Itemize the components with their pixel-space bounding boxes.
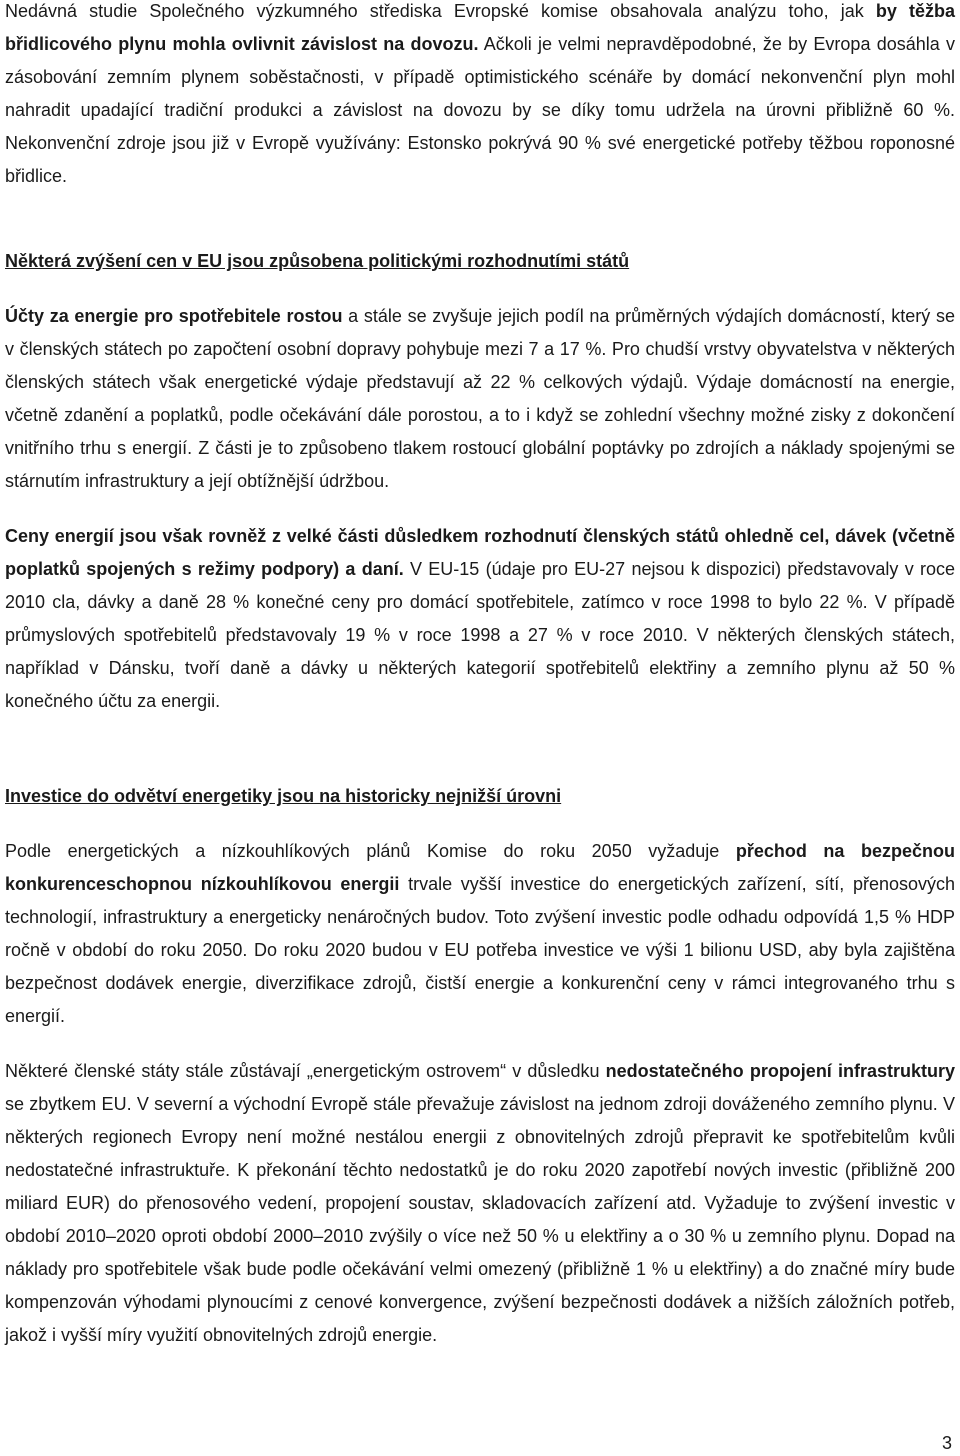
paragraph-energy-islands (5, 1055, 955, 1352)
page-number: 3 (941, 1433, 952, 1453)
plans-text-1: Podle energetických a nízkouhlíkových plánů Komise do roku 2050 vyžaduje (5, 841, 736, 861)
intro-bold-1: by těžba břidlicového plynu mohla ovlivnit závislost na dovozu. (5, 1, 955, 54)
intro-text-2: Ačkoli je velmi nepravděpodobné, že by Evropa dosáhla v zásobování zemním plynem soběstačnosti, v případě optimistického scénáře by domácí nekonvenční plyn mohl nahradit upadající tradiční produkci a závislost na dovozu by se díky tomu udržela na úrovni přibližně 60 %. Nekonvenční zdroje jsou již v Evropě využívány: Estonsko pokrývá 90 % své energetické potřeby těžbou roponosné břidlice. (5, 34, 955, 186)
paragraph-energy-bills (5, 300, 955, 498)
intro-paragraph (5, 0, 955, 193)
taxes-text: V EU-15 (údaje pro EU-27 nejsou k dispozici) představovaly v roce 2010 cla, dávky a daně 28 % konečné ceny pro domácí spotřebitele, zatímco v roce 1998 to bylo 22 %. V případě průmyslových spotřebitelů představovaly 19 % v roce 1998 a 27 % v roce 2010. V některých členských státech, například v Dánsku, tvoří daně a dávky u některých kategorií spotřebitelů elektřiny a zemního plynu až 50 % konečného účtu za energii. (5, 559, 955, 711)
plans-text-2: trvale vyšší investice do energetických zařízení, sítí, přenosových technologií, infrastruktury a energeticky nenáročných budov. Toto zvýšení investic podle odhadu odpovídá 1,5 % HDP ročně v období do roku 2050. Do roku 2020 budou v EU potřeba investice ve výši 1 bilionu USD, aby byla zajištěna bezpečnost dodávek energie, diverzifikace zdrojů, čistší energie a konkurenční ceny v rámci integrovaného trhu s energií. (5, 874, 955, 1026)
document-page (5, 0, 955, 1352)
plans-bold: přechod na bezpečnou konkurenceschopnou nízkouhlíkovou energii (5, 841, 955, 894)
islands-text-1: Některé členské státy stále zůstávají „energetickým ostrovem“ v důsledku (5, 1061, 606, 1081)
section-heading-investment: Investice do odvětví energetiky jsou na historicky nejnižší úrovni (5, 786, 562, 806)
islands-bold: nedostatečného propojení infrastruktury (605, 1061, 955, 1081)
taxes-bold: Ceny energií jsou však rovněž z velké části důsledkem rozhodnutí členských států ohledně cel, dávek (včetně poplatků spojených s režimy podpory) a daní. (5, 526, 955, 579)
bills-text: a stále se zvyšuje jejich podíl na průměrných výdajích domácností, který se v členských státech po započtení osobní dopravy pohybuje mezi 7 a 17 %. Pro chudší vrstvy obyvatelstva v některých členských státech však energetické výdaje představují až 22 % celkových výdajů. Výdaje domácností na energie, včetně zdanění a poplatků, podle očekávání dále porostou, a to i když se zohlední všechny možné zisky z dokončení vnitřního trhu s energií. Z části je to způsobeno tlakem rostoucí globální poptávky po zdrojích a náklady spojenými se stárnutím infrastruktury a její obtížnější údržbou. (5, 306, 955, 491)
intro-text-1: Nedávná studie Společného výzkumného střediska Evropské komise obsahovala analýzu toho, jak (5, 1, 876, 21)
paragraph-investment-plans (5, 835, 955, 1033)
section-heading-prices: Některá zvýšení cen v EU jsou způsobena politickými rozhodnutími států (5, 251, 630, 271)
islands-text-2: se zbytkem EU. V severní a východní Evropě stále převažuje závislost na jednom zdroji dováženého zemního plynu. V některých regionech Evropy není možné nestálou energii z obnovitelných zdrojů přepravit ke spotřebitelům kvůli nedostatečné infrastruktuře. K překonání těchto nedostatků je do roku 2020 zapotřebí nových investic (přibližně 200 miliard EUR) do přenosového vedení, propojení soustav, skladovacích zařízení atd. Vyžaduje to zvýšení investic v období 2010–2020 oproti období 2000–2010 zvýšily o více než 50 % u elektřiny a o 30 % u zemního plynu. Dopad na náklady pro spotřebitele však bude podle očekávání velmi omezený (přibližně 1 % u elektřiny) a do značné míry bude kompenzován výhodami plynoucími z cenové konvergence, zvýšení bezpečnosti dodávek a nižších záložních potřeb, jakož i vyšší míry využití obnovitelných zdrojů energie. (5, 1094, 955, 1345)
paragraph-energy-taxes (5, 520, 955, 718)
bills-bold: Účty za energie pro spotřebitele rostou (5, 306, 343, 326)
